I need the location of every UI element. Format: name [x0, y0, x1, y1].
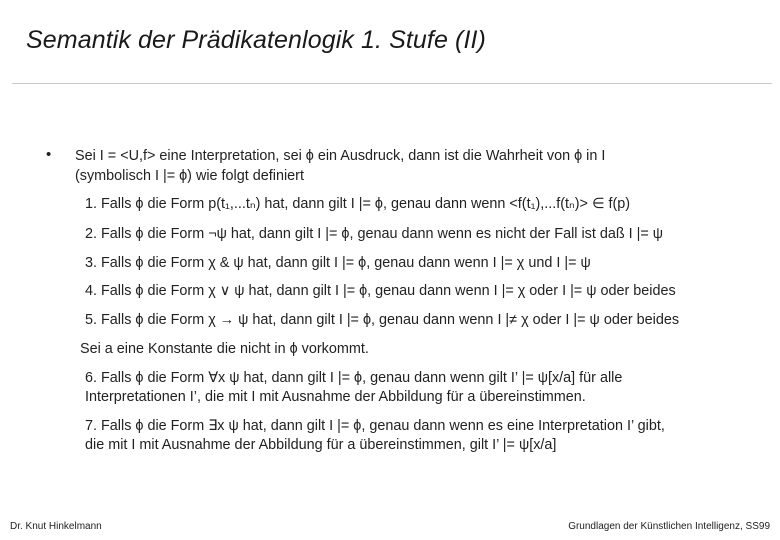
footer-author: Dr. Knut Hinkelmann: [10, 521, 102, 532]
footer-course: Grundlagen der Künstlichen Intelligenz, SS99: [568, 521, 770, 532]
rule-item-4: 4. Falls ϕ die Form χ ∨ ψ hat, dann gilt I |= ϕ, genau dann wenn I |= χ oder I |= ψ oder beides: [85, 283, 676, 299]
bullet-marker: •: [46, 146, 52, 163]
slide-title: Semantik der Prädikatenlogik 1. Stufe (II): [26, 26, 486, 54]
rule-item-5: 5. Falls ϕ die Form χ → ψ hat, dann gilt I |= ϕ, genau dann wenn I |≠ χ oder I |= ψ oder beides: [85, 312, 680, 328]
rule-item-7-line-1: 7. Falls ϕ die Form ∃x ψ hat, dann gilt I |= ϕ, genau dann wenn es eine Interpretation I’ gibt,: [85, 418, 665, 434]
rule-item-3: 3. Falls ϕ die Form χ & ψ hat, dann gilt I |= ϕ, genau dann wenn I |= χ und I |= ψ: [85, 255, 591, 271]
intro-line-1: Sei I = <U,f> eine Interpretation, sei ϕ ein Ausdruck, dann ist die Wahrheit von ϕ in I: [75, 148, 606, 164]
rule-item-7-line-2: die mit I mit Ausnahme der Abbildung für a übereinstimmen, gilt I’ |= ψ[x/a]: [85, 437, 557, 453]
rule-item-2: 2. Falls ϕ die Form ¬ψ hat, dann gilt I |= ϕ, genau dann wenn es nicht der Fall ist daß I |= ψ: [85, 226, 664, 242]
rule-item-6-line-1: 6. Falls ϕ die Form ∀x ψ hat, dann gilt I |= ϕ, genau dann wenn gilt I’ |= ψ[x/a] für alle: [85, 370, 623, 386]
intro-line-2: (symbolisch I |= ϕ) wie folgt definiert: [75, 168, 304, 184]
rule-item-6-line-2: Interpretationen I’, die mit I mit Ausnahme der Abbildung für a übereinstimmen.: [85, 389, 586, 405]
constant-note: Sei a eine Konstante die nicht in ϕ vorkommt.: [80, 341, 369, 357]
title-divider: [12, 83, 772, 84]
rule-item-1: 1. Falls ϕ die Form p(t₁,...tₙ) hat, dann gilt I |= ϕ, genau dann wenn <f(t₁),...f(tₙ)> ∈ f(p): [85, 196, 631, 212]
